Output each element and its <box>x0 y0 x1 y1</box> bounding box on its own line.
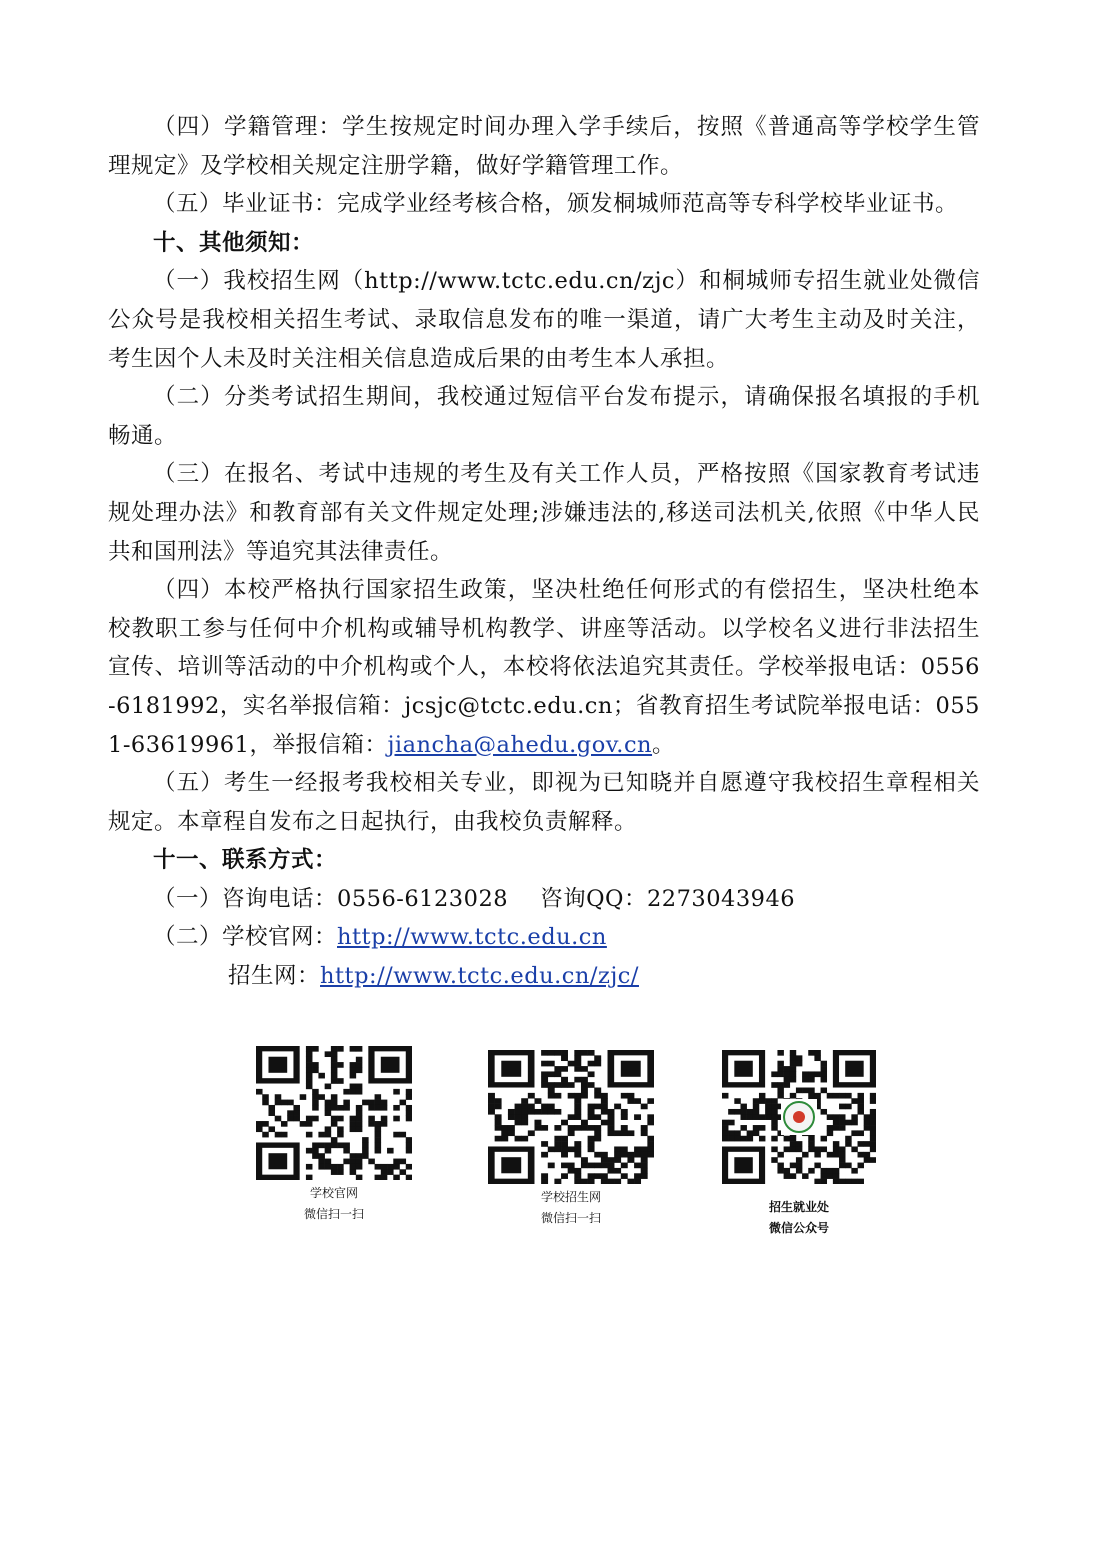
qr-code-image <box>256 1046 412 1180</box>
notice-item-5: （五）考生一经报考我校相关专业，即视为已知晓并自愿遵守我校招生章程相关规定。本章程自发布之日起执行，由我校负责解释。 <box>108 770 980 835</box>
qr-wechat-account[interactable] <box>722 1050 876 1236</box>
qr-admission-website[interactable] <box>488 1050 654 1226</box>
qr-caption-line2: 微信扫一扫 <box>540 1211 601 1225</box>
qr-school-website[interactable] <box>256 1046 412 1222</box>
qr-code-image <box>722 1050 876 1184</box>
paragraph-student-registration: （四）学籍管理：学生按规定时间办理入学手续后，按照《普通高等学校学生管理规定》及学校相关规定注册学籍，做好学籍管理工作。 <box>108 114 980 179</box>
qr-code-row <box>0 1046 1102 1246</box>
contact-admission-line <box>108 957 980 996</box>
admission-site-label: 招生网： <box>228 963 321 990</box>
document-page <box>108 108 980 996</box>
paragraph-graduation-certificate: （五）毕业证书：完成学业经考核合格，颁发桐城师范高等专科学校毕业证书。 <box>153 191 959 218</box>
contact-phone-line <box>108 880 980 919</box>
qr-caption-line1: 学校官网 <box>309 1186 358 1200</box>
section-heading-contact: 十一、联系方式： <box>153 847 338 874</box>
notice-item-3: （三）在报名、考试中违规的考生及有关工作人员，严格按照《国家教育考试违规处理办法》和教育部有关文件规定处理;涉嫌违法的,移送司法机关,依照《中华人民共和国刑法》等追究其法律责任。 <box>108 461 980 565</box>
admission-website-link[interactable]: http://www.tctc.edu.cn/zjc/ <box>320 963 639 990</box>
consult-qq: 咨询QQ：2273043946 <box>540 885 796 912</box>
notice-item-4-end: 。 <box>652 731 676 758</box>
notice-item-4 <box>108 571 980 764</box>
notice-item-2: （二）分类考试招生期间，我校通过短信平台发布提示，请确保报名填报的手机畅通。 <box>108 384 980 449</box>
website-label: （二）学校官网： <box>153 924 338 951</box>
school-website-link[interactable]: http://www.tctc.edu.cn <box>337 924 607 951</box>
qr-code-image <box>488 1050 654 1184</box>
qr-caption-line1: 学校招生网 <box>540 1190 601 1204</box>
contact-website-line <box>108 918 980 957</box>
notice-item-1: （一）我校招生网（http://www.tctc.edu.cn/zjc）和桐城师专招生就业处微信公众号是我校相关招生考试、录取信息发布的唯一渠道，请广大考生主动及时关注，考生因个人未及时关注相关信息造成后果的由考生本人承担。 <box>108 268 980 372</box>
notice-item-4-text: （四）本校严格执行国家招生政策，坚决杜绝任何形式的有偿招生，坚决杜绝本校教职工参与任何中介机构或辅导机构教学、讲座等活动。以学校名义进行非法招生宣传、培训等活动的中介机构或个人，本校将依法追究其责任。学校举报电话：0556-6181992，实名举报信箱：jcsjc@tctc.edu.cn；省教育招生考试院举报电话：0551-63619961，举报信箱： <box>108 577 980 758</box>
qr-caption-line1: 招生就业处 <box>768 1200 829 1214</box>
report-email-link[interactable]: jiancha@ahedu.gov.cn <box>387 731 653 758</box>
section-heading-other-notes: 十、其他须知： <box>153 229 315 256</box>
qr-caption-line2: 微信公众号 <box>768 1221 829 1235</box>
consult-phone: （一）咨询电话：0556-6123028 <box>153 885 509 912</box>
qr-caption-line2: 微信扫一扫 <box>303 1207 364 1221</box>
